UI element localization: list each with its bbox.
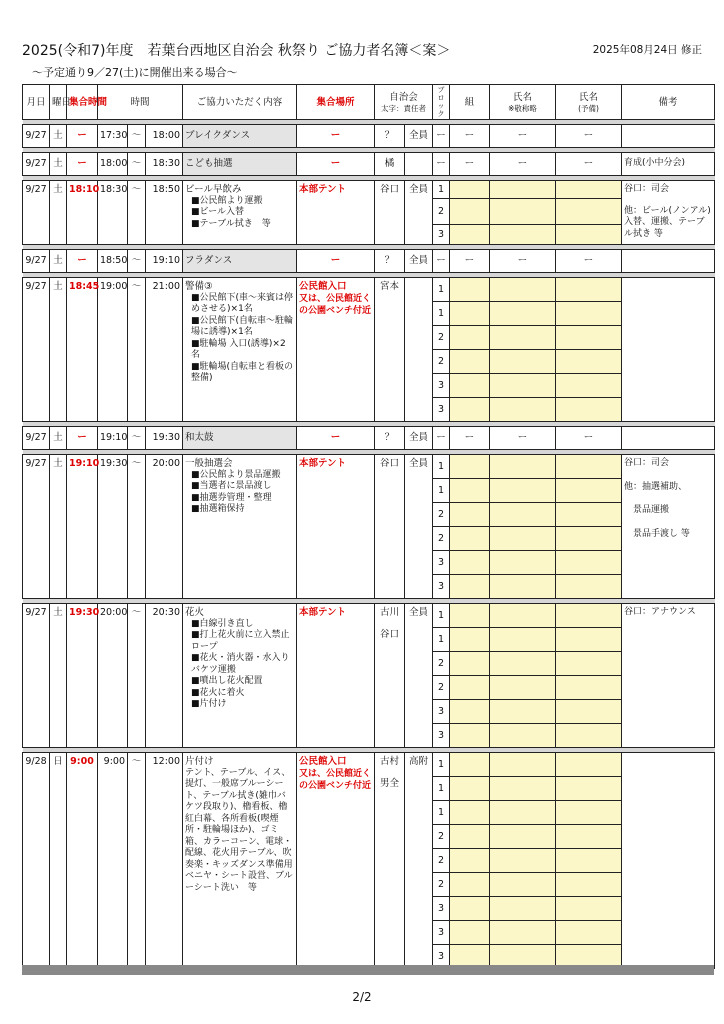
end-time: 19:10 [146, 250, 183, 273]
kumi-cell [450, 326, 490, 350]
block-number: 2 [433, 326, 450, 350]
responsible-1: 宮本 [380, 281, 400, 292]
gather-place: ー [297, 125, 375, 148]
reserve-name-cell [556, 575, 622, 599]
all-members [405, 153, 433, 176]
volunteer-name-cell [490, 350, 556, 374]
volunteer-name-cell [490, 278, 556, 302]
kumi: ー [450, 250, 490, 273]
event-row [23, 125, 715, 148]
volunteer-name-cell [490, 374, 556, 398]
event-title: ビール早飲み [185, 184, 242, 195]
responsible-2: 谷口 [380, 629, 400, 640]
block-number: 3 [433, 398, 450, 422]
block-number: 1 [433, 302, 450, 326]
remark-line: 他：ビール(ノンアル)入替、運搬、テーブル拭き 等 [624, 205, 711, 239]
start-time: 19:10 [98, 427, 128, 450]
start-time: 18:30 [98, 181, 128, 245]
reserve-name-cell [556, 374, 622, 398]
reserve-name-cell [556, 676, 622, 700]
page-number: 2/2 [352, 990, 372, 1004]
volunteer-name-cell [490, 777, 556, 801]
block-number: 2 [433, 350, 450, 374]
event-weekday: 土 [50, 427, 67, 450]
kumi-cell [450, 278, 490, 302]
event-weekday: 土 [50, 604, 67, 748]
block-number: 1 [433, 801, 450, 825]
volunteer-name: ー [490, 250, 556, 273]
reserve-name-cell [556, 801, 622, 825]
volunteer-name-cell [490, 326, 556, 350]
gather-time: 18:45 [67, 278, 98, 422]
reserve-name-cell [556, 777, 622, 801]
volunteer-name-cell [490, 181, 556, 199]
responsible-1: 古川 [380, 607, 400, 618]
end-time: 18:50 [146, 181, 183, 245]
block-number: 2 [433, 652, 450, 676]
all-members: 全員 [405, 125, 433, 148]
event-content: こども抽選 [183, 153, 297, 176]
all-members: 全員 [405, 250, 433, 273]
kumi-cell [450, 604, 490, 628]
place-alt: 又は、公民館近くの公園ベンチ付近 [299, 294, 372, 316]
event-description: ■公民館下(車～来賓は停めさせる)×1名 ■公民館下(自転車～駐輪場に誘導)×1名 ■駐輪場 入口(誘導)×2名 ■駐輪場(自転車と看板の整備) [191, 292, 294, 383]
block-number: 2 [433, 825, 450, 849]
event-content [183, 753, 297, 969]
volunteer-name-cell [490, 921, 556, 945]
col-name: 氏名 ※敬称略 [490, 85, 556, 120]
reserve-name-cell [556, 825, 622, 849]
block-number: 2 [433, 199, 450, 225]
reserve-name-cell [556, 326, 622, 350]
event-row [23, 278, 715, 302]
block-number: 1 [433, 181, 450, 199]
block-number: ー [433, 153, 450, 176]
event-date: 9/27 [23, 455, 50, 599]
event-row [23, 604, 715, 628]
event-weekday: 土 [50, 455, 67, 599]
gather-time: ー [67, 125, 98, 148]
block-number: 2 [433, 503, 450, 527]
gather-time: 19:30 [67, 604, 98, 748]
col-gather-time: 集合時間 [67, 85, 98, 120]
kumi-cell [450, 849, 490, 873]
gather-place [297, 455, 375, 599]
block-number: 3 [433, 700, 450, 724]
kumi: ー [450, 427, 490, 450]
block-number: 2 [433, 849, 450, 873]
event-weekday: 土 [50, 181, 67, 245]
block-number: 3 [433, 551, 450, 575]
block-number: 3 [433, 921, 450, 945]
responsible-1: 谷口 [380, 458, 400, 469]
remark-line: 景品手渡し 等 [624, 528, 690, 539]
volunteer-table [22, 84, 715, 969]
reserve-name-cell [556, 455, 622, 479]
reserve-name-cell [556, 652, 622, 676]
time-tilde: ～ [128, 455, 146, 599]
event-content [183, 604, 297, 748]
volunteer-name-cell [490, 628, 556, 652]
responsible [375, 181, 405, 245]
event-title: 一般抽選会 [185, 458, 233, 469]
event-description: テント、テーブル、イス、提灯、一般席ブルーシート、テーブル拭き(雑巾バケツ段取り)、櫓看板、櫓紅白幕、各所看板(喫煙所・駐輪場ほか)、ゴミ箱、カラーコーン、電球・配線、花火用テーブル、吹奏楽・キッズダンス準備用ベニヤ・シート設営、ブルーシート洗い 等 [185, 767, 293, 893]
reserve-name-cell [556, 700, 622, 724]
all-members [405, 278, 433, 422]
event-row [23, 427, 715, 450]
kumi-cell [450, 700, 490, 724]
gather-time: ー [67, 153, 98, 176]
block-number: 2 [433, 527, 450, 551]
event-date: 9/27 [23, 181, 50, 245]
start-time: 19:00 [98, 278, 128, 422]
time-tilde: ～ [128, 604, 146, 748]
volunteer-name-cell [490, 753, 556, 777]
reserve-name-cell [556, 225, 622, 245]
gather-place: ー [297, 153, 375, 176]
remark [622, 753, 715, 969]
kumi-cell [450, 455, 490, 479]
time-tilde: ～ [128, 250, 146, 273]
reserve-name-cell [556, 753, 622, 777]
event-description: ■白線引き直し ■打上花火前に立入禁止ロープ ■花火・消火器・水入りバケツ運搬 ■噴出し花火配置 ■花火に着火 ■片付け [191, 618, 290, 709]
start-time: 17:30 [98, 125, 128, 148]
block-number: ー [433, 250, 450, 273]
reserve-name-cell [556, 479, 622, 503]
remark [622, 250, 715, 273]
col-month-day: 月日 [23, 85, 50, 120]
block-number: 3 [433, 374, 450, 398]
reserve-name-cell [556, 350, 622, 374]
col-place: 集合場所 [297, 85, 375, 120]
volunteer-name: ー [490, 427, 556, 450]
gather-time: ー [67, 427, 98, 450]
col-block: ブロック [433, 85, 450, 120]
remark-line: 谷口：アナウンス [624, 607, 696, 617]
event-date: 9/27 [23, 604, 50, 748]
time-tilde: ～ [128, 278, 146, 422]
volunteer-name-cell [490, 455, 556, 479]
block-number: 3 [433, 225, 450, 245]
event-date: 9/27 [23, 427, 50, 450]
block-number: 3 [433, 897, 450, 921]
bottom-bar [22, 965, 714, 975]
time-tilde: ～ [128, 181, 146, 245]
block-number: 1 [433, 278, 450, 302]
time-tilde: ～ [128, 125, 146, 148]
reserve-name-cell [556, 724, 622, 748]
col-weekday: 曜日 [50, 85, 67, 120]
kumi-cell [450, 225, 490, 245]
reserve-name-cell [556, 628, 622, 652]
end-time: 18:00 [146, 125, 183, 148]
block-number: 2 [433, 873, 450, 897]
volunteer-name-cell [490, 676, 556, 700]
event-content: フラダンス [183, 250, 297, 273]
place-alt: 又は、公民館近くの公園ベンチ付近 [299, 769, 372, 791]
event-row [23, 250, 715, 273]
volunteer-name-cell [490, 199, 556, 225]
kumi-cell [450, 801, 490, 825]
volunteer-name-cell [490, 700, 556, 724]
place-main: 公民館入口 [299, 281, 347, 292]
kumi: ー [450, 125, 490, 148]
end-time: 20:00 [146, 455, 183, 599]
event-title: 花火 [185, 607, 205, 618]
volunteer-name: ー [490, 153, 556, 176]
block-number: 3 [433, 945, 450, 969]
event-weekday: 土 [50, 250, 67, 273]
col-jichikai: 自治会 太字：責任者 [375, 85, 433, 120]
kumi-cell [450, 676, 490, 700]
time-tilde: ～ [128, 427, 146, 450]
block-number: 1 [433, 777, 450, 801]
remark [622, 427, 715, 450]
gather-time: 9:00 [67, 753, 98, 969]
responsible [375, 604, 405, 748]
reserve-name-cell [556, 181, 622, 199]
gather-place [297, 181, 375, 245]
responsible [375, 753, 405, 969]
gather-place [297, 604, 375, 748]
page-subtitle: ～予定通り9／27(土)に開催出来る場合～ [32, 66, 238, 79]
volunteer-name-cell [490, 302, 556, 326]
place-main: 本部テント [299, 607, 347, 618]
place-main: 公民館入口 [299, 756, 347, 767]
end-time: 21:00 [146, 278, 183, 422]
start-time: 18:00 [98, 153, 128, 176]
volunteer-name-cell [490, 479, 556, 503]
volunteer-name-cell [490, 527, 556, 551]
block-number: 1 [433, 604, 450, 628]
gather-time: 18:10 [67, 181, 98, 245]
event-weekday: 土 [50, 153, 67, 176]
reserve-name: ー [556, 250, 622, 273]
reserve-name-cell [556, 199, 622, 225]
block-number: 1 [433, 753, 450, 777]
col-remarks: 備考 [622, 85, 715, 120]
all-members: 全員 [405, 604, 433, 748]
event-weekday: 土 [50, 125, 67, 148]
block-number: 1 [433, 455, 450, 479]
reserve-name-cell [556, 503, 622, 527]
event-date: 9/27 [23, 153, 50, 176]
event-row [23, 455, 715, 479]
kumi-cell [450, 527, 490, 551]
responsible [375, 278, 405, 422]
volunteer-name: ー [490, 125, 556, 148]
reserve-name-cell [556, 398, 622, 422]
block-number: 3 [433, 724, 450, 748]
event-description: ■公民館より景品運搬 ■当選者に景品渡し ■抽選券管理・整理 ■抽選箱保持 [191, 469, 281, 514]
kumi-cell [450, 551, 490, 575]
time-tilde: ～ [128, 153, 146, 176]
volunteer-name-cell [490, 849, 556, 873]
reserve-name-cell [556, 278, 622, 302]
event-row [23, 181, 715, 199]
volunteer-name-cell [490, 551, 556, 575]
col-content: ご協力いただく内容 [183, 85, 297, 120]
remark-line: 谷口：司会 [624, 458, 670, 468]
volunteer-name-cell [490, 873, 556, 897]
start-time: 20:00 [98, 604, 128, 748]
volunteer-name-cell [490, 225, 556, 245]
reserve-name-cell [556, 873, 622, 897]
gather-place [297, 753, 375, 969]
kumi-cell [450, 873, 490, 897]
gather-place [297, 278, 375, 422]
kumi-cell [450, 199, 490, 225]
end-time: 12:00 [146, 753, 183, 969]
kumi-cell [450, 897, 490, 921]
block-number: 3 [433, 575, 450, 599]
volunteer-name-cell [490, 897, 556, 921]
event-row [23, 753, 715, 777]
all-members: 全員 [405, 455, 433, 599]
kumi-cell [450, 398, 490, 422]
reserve-name: ー [556, 427, 622, 450]
remark [622, 604, 715, 748]
place-main: 本部テント [299, 458, 347, 469]
event-title: 片付け [185, 756, 214, 767]
end-time: 19:30 [146, 427, 183, 450]
kumi-cell [450, 302, 490, 326]
responsible: ？ [375, 125, 405, 148]
volunteer-name-cell [490, 398, 556, 422]
block-number: 2 [433, 676, 450, 700]
kumi-cell [450, 825, 490, 849]
kumi: ー [450, 153, 490, 176]
kumi-cell [450, 652, 490, 676]
all-members: 全員 [405, 427, 433, 450]
reserve-name: ー [556, 125, 622, 148]
kumi-cell [450, 503, 490, 527]
event-content [183, 181, 297, 245]
event-weekday: 日 [50, 753, 67, 969]
remark-line: 景品運搬 [624, 505, 670, 515]
volunteer-name-cell [490, 652, 556, 676]
kumi-cell [450, 921, 490, 945]
col-kumi: 組 [450, 85, 490, 120]
reserve-name: ー [556, 153, 622, 176]
responsible-1: 古村 [380, 756, 400, 767]
remark [622, 278, 715, 422]
end-time: 20:30 [146, 604, 183, 748]
block-number: 1 [433, 628, 450, 652]
responsible-1: 谷口 [380, 184, 400, 195]
event-description: ■公民館より運搬 ■ビール入替 ■テーブル拭き 等 [191, 195, 271, 229]
volunteer-name-cell [490, 503, 556, 527]
volunteer-name-cell [490, 724, 556, 748]
revision-date: 2025年08月24日 修正 [592, 44, 702, 56]
event-date: 9/27 [23, 125, 50, 148]
remark [622, 455, 715, 599]
end-time: 18:30 [146, 153, 183, 176]
block-number: 1 [433, 479, 450, 503]
gather-place: ー [297, 250, 375, 273]
all-members: 高附 [405, 753, 433, 969]
remark [622, 125, 715, 148]
block-number: ー [433, 427, 450, 450]
gather-place: ー [297, 427, 375, 450]
event-content [183, 278, 297, 422]
event-content [183, 455, 297, 599]
kumi-cell [450, 575, 490, 599]
start-time: 19:30 [98, 455, 128, 599]
kumi-cell [450, 753, 490, 777]
time-tilde: ～ [128, 753, 146, 969]
kumi-cell [450, 777, 490, 801]
remark-line: 谷口：司会 [624, 184, 670, 194]
reserve-name-cell [556, 921, 622, 945]
reserve-name-cell [556, 897, 622, 921]
volunteer-name-cell [490, 801, 556, 825]
kumi-cell [450, 350, 490, 374]
event-content: ブレイクダンス [183, 125, 297, 148]
event-weekday: 土 [50, 278, 67, 422]
block-number: ー [433, 125, 450, 148]
volunteer-name-cell [490, 604, 556, 628]
col-name-reserve: 氏名 (予備) [556, 85, 622, 120]
place-main: 本部テント [299, 184, 347, 195]
responsible-2: 男全 [380, 778, 400, 789]
kumi-cell [450, 181, 490, 199]
volunteer-name-cell [490, 575, 556, 599]
kumi-cell [450, 628, 490, 652]
responsible: ？ [375, 427, 405, 450]
start-time: 9:00 [98, 753, 128, 969]
reserve-name-cell [556, 527, 622, 551]
col-time: 時間 [98, 85, 183, 120]
responsible: 橘 [375, 153, 405, 176]
remark-line: 他：抽選補助、 [624, 481, 688, 492]
kumi-cell [450, 374, 490, 398]
reserve-name-cell [556, 302, 622, 326]
all-members: 全員 [405, 181, 433, 245]
event-title: 警備③ [185, 281, 213, 292]
start-time: 18:50 [98, 250, 128, 273]
responsible: ？ [375, 250, 405, 273]
volunteer-name-cell [490, 825, 556, 849]
gather-time: ー [67, 250, 98, 273]
page-title: 2025(令和7)年度 若葉台西地区自治会 秋祭り ご協力者名簿＜案＞ [22, 43, 451, 59]
reserve-name-cell [556, 849, 622, 873]
remark [622, 181, 715, 245]
reserve-name-cell [556, 551, 622, 575]
table-header-row [23, 85, 715, 120]
event-content: 和太鼓 [183, 427, 297, 450]
responsible [375, 455, 405, 599]
kumi-cell [450, 479, 490, 503]
kumi-cell [450, 724, 490, 748]
event-row [23, 153, 715, 176]
remark: 育成(小中分会) [622, 153, 715, 176]
event-date: 9/27 [23, 250, 50, 273]
event-date: 9/27 [23, 278, 50, 422]
event-date: 9/28 [23, 753, 50, 969]
gather-time: 19:10 [67, 455, 98, 599]
reserve-name-cell [556, 604, 622, 628]
